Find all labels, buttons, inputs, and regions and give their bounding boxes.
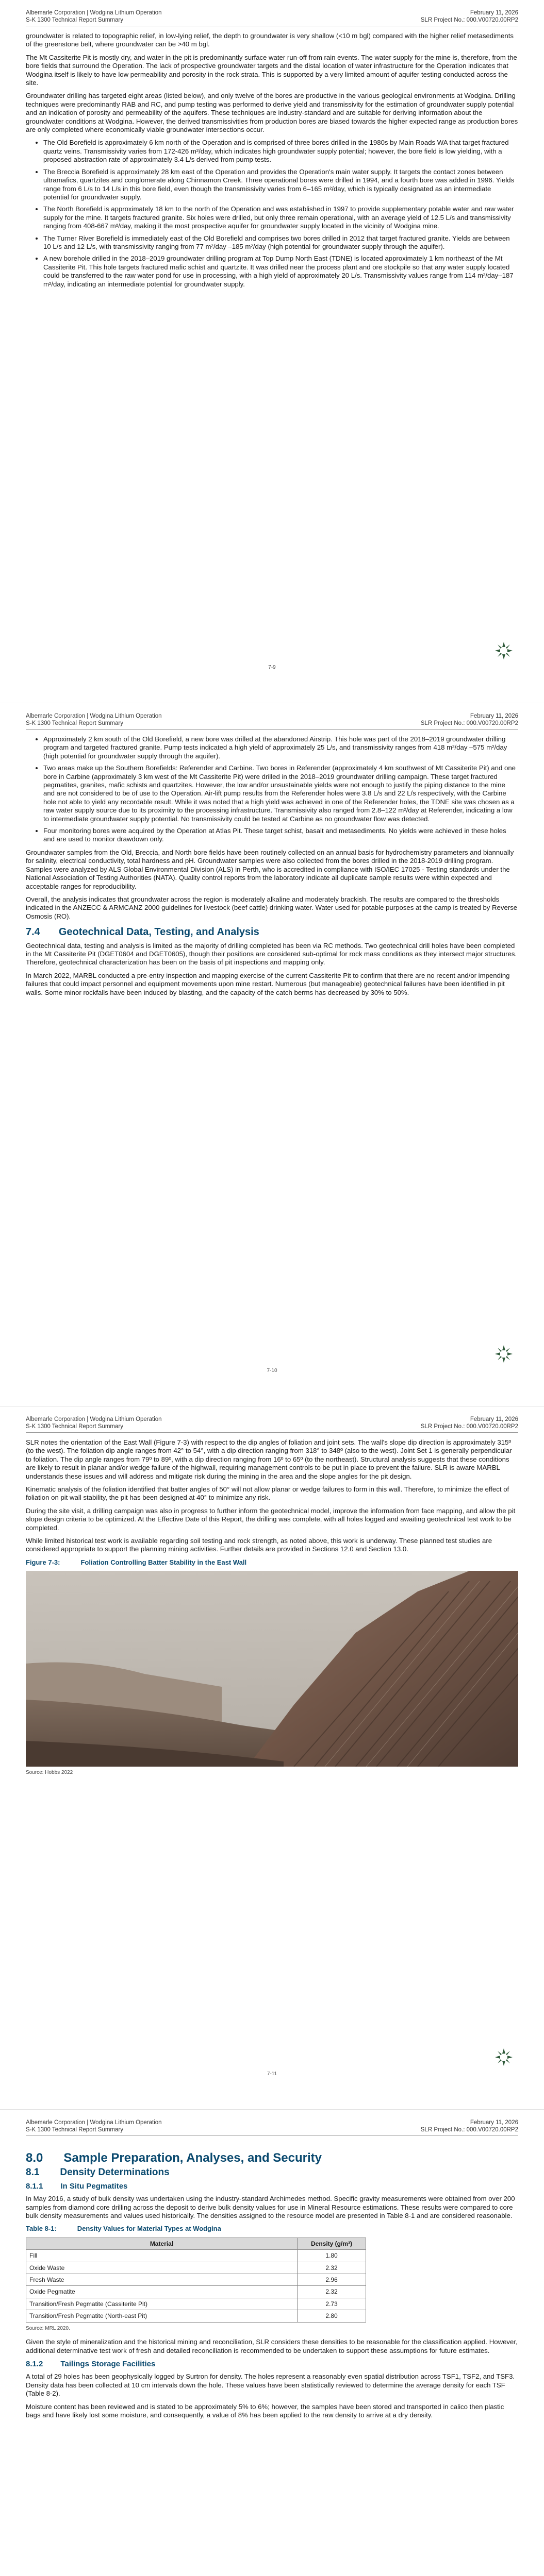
table-header-density: Density (g/m³): [298, 2238, 366, 2249]
paragraph: Geotechnical data, testing and analysis is limited as the majority of drilling completed has been via RC methods. Two geotechnical drill holes have been completed in the Mt Cassiterite Pit (DGET0604 and DGET0605), though their positions are considered sub-optimal for rock mass conditions as they intersect major structures. Therefore, geotechnical characterization has been on the basis of pit inspections and mapping only.: [26, 941, 517, 967]
table-cell-density: 1.80: [298, 2250, 366, 2262]
table-cell-density: 2.73: [298, 2298, 366, 2310]
subsection-heading: [26, 2182, 518, 2191]
paragraph: While limited historical test work is available regarding soil testing and rock strength, as noted above, this work is underway. These planned test studies are considered appropriate to support the planning mining activities. Further details are provided in Sections 12.0 and Section 13.0.: [26, 1537, 492, 1553]
list-item: • The Old Borefield is approximately 6 km north of the Operation and is comprised of three bores drilled in the 1980s by Main Roads WA that target fractured quartz veins. Transmissivity varies from 172-426 m²/day, which indicates high groundwater supply potential; however, the bore field is low yielding, with a proposed abstraction rate of approximately 3.4 L/s derived from pump tests.: [43, 139, 518, 164]
table-cell-density: 2.32: [298, 2286, 366, 2298]
chapter-number: 8.0: [26, 2151, 43, 2165]
header-report: S-K 1300 Technical Report Summary: [26, 1423, 123, 1430]
table-cell-material: Fill: [26, 2250, 298, 2262]
header-date: February 11, 2026: [470, 2120, 518, 2126]
paragraph: groundwater is related to topographic relief, in low-lying relief, the depth to groundwater is very shallow (<10 m bgl) compared with the higher relief metasediments of the greenstone belt, where groundwater can be >40 m bgl.: [26, 32, 514, 48]
header-company: Albemarle Corporation | Wodgina Lithium Operation: [26, 2120, 162, 2126]
report-page-8-1: [0, 2110, 544, 2576]
list-item: • The Turner River Borefield is immediately east of the Old Borefield and comprises two bores drilled in 2012 that target fractured granite. Yields are between 10 L/s and 12 L/s, with transmissivity ranging from 77 m²/day –185 m²/day (high potential for groundwater supply through the aquifer).: [43, 234, 518, 251]
page-header: [26, 9, 518, 26]
section-title: Geotechnical Data, Testing, and Analysis: [58, 926, 259, 938]
section-heading: [26, 2168, 518, 2177]
header-date: February 11, 2026: [470, 1416, 518, 1422]
paragraph: In May 2016, a study of bulk density was undertaken using the industry-standard Archimedes method. Specific gravity measurements were obtained from over 200 samples from diamond core drilling across the deposit to derive bulk density values for use in Mineral Resource estimations. These results were compared to core bulk density measurements and values used historically. The densities assigned to the resource model are presented in Table 8-1 and are considered reasonable.: [26, 2195, 515, 2220]
paragraph: A total of 29 holes has been geophysically logged by Surtron for density. The holes represent a reasonably even spatial distribution across TSF1, TSF2, and TSF3. Density data has been collected at 10 cm intervals down the hole. These values have been statistically reviewed to determine the average density for each TSF (Table 8-2).: [26, 2372, 515, 2398]
density-table: [26, 2238, 366, 2323]
table-row: [26, 2310, 366, 2322]
subsection-title: In Situ Pegmatites: [60, 2181, 128, 2191]
header-company: Albemarle Corporation | Wodgina Lithium Operation: [26, 713, 162, 719]
list-item: • Four monitoring bores were acquired by the Operation at Atlas Pit. These target schist, basalt and metasediments. No yields were achieved in these holes and are used to monitor drawdown only.: [43, 827, 518, 844]
list-item: • The Breccia Borefield is approximately 28 km east of the Operation and provides the Operation's main water supply. It targets the contact zones between ultramafics, quartzites and conglomerate along Chinnamon Creek. Three operational bores were drilled in 1994, and a fourth bore was added in 1996. Yields range from 6 L/s to 14 L/s in this bore field, even though the transmissivity varies from 6–165 m²/day, which is typically designated as an intermediate potential for groundwater supply.: [43, 168, 518, 202]
table-cell-density: 2.96: [298, 2274, 366, 2286]
list-item: • Approximately 2 km south of the Old Borefield, a new bore was drilled at the abandoned Airstrip. This hole was part of the 2018–2019 groundwater drilling program and targeted fractured granite. Pump tests indicated a high yield of approximately 25 L/s, and transmissivity ranges from 418 m²/day –575 m²/day (high potential for groundwater supply through the aquifer).: [43, 735, 518, 760]
east-wall-photo: [26, 1571, 518, 1767]
header-project: SLR Project No.: 000.V00720.00RP2: [420, 2127, 518, 2133]
subsection-number: 8.1.2: [26, 2359, 43, 2368]
section-number: 7.4: [26, 926, 40, 938]
table-title: Density Values for Material Types at Wodgina: [77, 2225, 221, 2233]
paragraph: During the site visit, a drilling campaign was also in progress to further inform the geotechnical model, improve the information from face mapping, and allow the pit slope design criteria to be optimized. At the Effective Date of this Report, the drilling was complete, with all holes logged and awaiting geotechnical test work to be completed.: [26, 1506, 516, 1532]
table-row: [26, 2298, 366, 2310]
borefield-list: [26, 139, 518, 289]
page-number: 7-10: [267, 1368, 277, 1374]
table-cell-material: Oxide Pegmatite: [26, 2286, 298, 2298]
figure-caption: [26, 1558, 518, 1567]
report-page-7-11: [0, 1406, 544, 2110]
chapter-heading: [26, 2151, 518, 2165]
header-project: SLR Project No.: 000.V00720.00RP2: [420, 720, 518, 726]
table-header-material: Material: [26, 2238, 298, 2249]
table-cell-material: Oxide Waste: [26, 2262, 298, 2274]
paragraph: In March 2022, MARBL conducted a pre-entry inspection and mapping exercise of the current Cassiterite Pit to confirm that there are no recent and/or impending failures that could impact personnel and equipment movements upon mine restart. Numerous (but manageable) geotechnical failures have been identified in pit walls. Some minor rockfalls have been induced by blasting, and the capacity of the catch berms has decreased by 30% to 50%.: [26, 971, 510, 996]
paragraph: SLR notes the orientation of the East Wall (Figure 7-3) with respect to the dip angles of foliation and joint sets. The wall's slope dip direction is approximately 315º (to the west). The foliation dip angle ranges from 42° to 54°, with a dip direction ranging from 318° to 348º (also to the west). Joint Set 1 is generally perpendicular to foliation. The dip angle ranges from 79º to 89º, with a dip direction ranging from 16º to 65º (to the northeast). Structural analysis suggests that these conditions are likely to result in planar and/or wedge failure of the highwall, requiring management controls to be put in place to prevent the failure. SLR is aware MARBL understands these issues and will address and mitigate risk during the mining in the area and the slope angles for the pit design.: [26, 1438, 512, 1480]
slr-logo-icon: [492, 2045, 516, 2069]
page-body: [26, 32, 518, 293]
header-project: SLR Project No.: 000.V00720.00RP2: [420, 17, 518, 23]
table-row: [26, 2262, 366, 2274]
paragraph: Moisture content has been reviewed and is stated to be approximately 5% to 6%; however, the samples have been stored and transported in calico then plastic bags and have likely lost some moisture, and consequently, a value of 8% has been applied to the raw density to arrive at a dry density.: [26, 2402, 504, 2419]
table-row: [26, 2274, 366, 2286]
paragraph: Groundwater drilling has targeted eight areas (listed below), and only twelve of the bores are productive in the various geological environments at Wodgina. Drilling techniques were predominantly RAB and RC, and pump testing was performed to derive yield and transmissivity for the estimation of groundwater supply potential and an indication of porosity and permeability of the aquifers. These techniques are industry-standard and are suitable for deriving information about the groundwater conditions at Wodgina. However, the derived transmissivities from production bores are biased towards the higher expected range as production bores are only completed where economically viable groundwater intersections occur.: [26, 92, 518, 134]
borefield-list: [26, 735, 518, 844]
table-cell-density: 2.32: [298, 2262, 366, 2274]
page-body: [26, 2142, 518, 2424]
table-cell-material: Transition/Fresh Pegmatite (Cassiterite Pit): [26, 2298, 298, 2310]
report-page-7-10: [0, 703, 544, 1406]
table-number: Table 8-1:: [26, 2225, 57, 2233]
table-cell-density: 2.80: [298, 2310, 366, 2322]
page-header: [26, 2119, 518, 2136]
paragraph: The Mt Cassiterite Pit is mostly dry, and water in the pit is predominantly surface water run-off from rain events. The water supply for the mine is, therefore, from the bore fields that surround the Operation. The lack of prospective groundwater targets and the distal location of water infrastructure for the Operation indicates that Wodgina itself is likely to have low permeability and porosity in the rock strata. This is supported by a very limited amount of aquifer testing conducted across the site.: [26, 53, 517, 87]
paragraph: Overall, the analysis indicates that groundwater across the region is moderately alkaline and moderately brackish. The results are compared to the thresholds indicated in the ANZECC & ARMCANZ 2000 guidelines for livestock (beef cattle) drinking water. Water used for potable purposes at the camp is treated by Reverse Osmosis (RO).: [26, 895, 518, 920]
paragraph: Given the style of mineralization and the historical mining and reconciliation, SLR considers these densities to be reasonable for the classification applied. However, additional determinative test work of fresh and detailed reconciliation is recommended to be undertaken to support these assumptions for future estimates.: [26, 2338, 518, 2354]
section-title: Density Determinations: [60, 2167, 170, 2178]
figure-number: Figure 7-3:: [26, 1558, 60, 1566]
header-report: S-K 1300 Technical Report Summary: [26, 2127, 123, 2133]
table-row: [26, 2286, 366, 2298]
list-item: • The North Borefield is approximately 18 km to the north of the Operation and was established in 1997 to provide supplementary potable water and raw water supply for the mine. It targets fractured granite. Six holes were drilled, but only three remain operational, with an average yield of 12.5 L/s and transmissivity ranging from 408-667 m²/day, making it the most prospective aquifer for groundwater supply located in the vicinity of Wodgina mine.: [43, 205, 518, 230]
figure-source: Source: Hobbs 2022: [26, 1770, 73, 1776]
header-report: S-K 1300 Technical Report Summary: [26, 720, 123, 726]
page-body: [26, 735, 518, 1002]
paragraph: Groundwater samples from the Old, Breccia, and North bore fields have been routinely collected on an annual basis for hydrochemistry parameters and biannually for salinity, electrical conductivity, total hardness and pH. Groundwater samples were also collected from the bores drilled in the 2018-2019 drilling program. Samples were analyzed by ALS Global Environmental Division (ALS) in Perth, who is accredited in compliance with ISO/IEC 17025 - Testing standards under the National Association of Testing Authorities (NATA). Quality control reports from the laboratory indicate all duplicate sample results were within expected and acceptable ranges for reproducibility.: [26, 848, 514, 890]
section-number: 8.1: [26, 2167, 40, 2178]
figure-title: Foliation Controlling Batter Stability in the East Wall: [80, 1558, 247, 1566]
header-company: Albemarle Corporation | Wodgina Lithium Operation: [26, 1416, 162, 1422]
header-date: February 11, 2026: [470, 10, 518, 16]
table-row: [26, 2250, 366, 2262]
slr-logo-icon: [492, 1342, 516, 1366]
page-number: 7-9: [268, 665, 276, 670]
section-heading: [26, 928, 518, 936]
table-caption: [26, 2225, 518, 2233]
header-company: Albemarle Corporation | Wodgina Lithium Operation: [26, 10, 162, 16]
chapter-title: Sample Preparation, Analyses, and Security: [63, 2151, 322, 2165]
list-item: • Two areas make up the Southern Borefields: Referender and Carbine. Two bores in Referender (approximately 4 km southwest of Mt Cassiterite Pit) and one bore in Carbine (approximately 3 km west of the Mt Cassiterite Pit) were drilled in the 2018–2019 groundwater drilling campaign. These target fractured pegmatites, granites, mafic schists and quartzites. However, the low and/or unsustainable yields were not enough to justify the piping distance to the mine and are not considered to be of use to the Operation. Air-lift pump results from the Referender holes were 3.8 L/s and 22 L/s respectively, with the Carbine hole not able to yield any recordable result. While it was noted that a high yield was achieved in one of the Referender holes, the TDNE site was chosen as a raw water supply source due to its proximity to the processing infrastructure. Transmissivity also ranged from 2.8–122 m²/day at Referender, indicating a low to intermediate groundwater supply potential. No transmissivity could be tested at Carbine as no groundwater flow was detected.: [43, 764, 518, 823]
subsection-number: 8.1.1: [26, 2181, 43, 2191]
header-report: S-K 1300 Technical Report Summary: [26, 17, 123, 23]
subsection-heading: [26, 2360, 518, 2368]
report-page-7-9: [0, 0, 544, 703]
east-wall-photo-illustration: [26, 1571, 518, 1767]
paragraph: Kinematic analysis of the foliation identified that batter angles of 50° will not allow planar or wedge failures to form in this wall. Therefore, to minimize the effect of foliation on pit wall stability, the pit has been designed at 40° to minimize any risk.: [26, 1485, 509, 1502]
page-header: [26, 1416, 518, 1433]
page-number: 7-11: [267, 2071, 277, 2077]
table-source: Source: MRL 2020.: [26, 2325, 70, 2331]
page-body: [26, 1438, 518, 1783]
page-header: [26, 713, 518, 730]
table-cell-material: Transition/Fresh Pegmatite (North-east Pit): [26, 2310, 298, 2322]
slr-logo-icon: [492, 639, 516, 663]
table-cell-material: Fresh Waste: [26, 2274, 298, 2286]
list-item: • A new borehole drilled in the 2018–2019 groundwater drilling program at Top Dump North East (TDNE) is located approximately 1 km northeast of the Mt Cassiterite Pit. This hole targets fractured mafic schist and quartzite. It was drilled near the process plant and ore stockpile so that any water supply located could be transferred to the raw water pond for use in processing, with a high yield of approximately 20 L/s. Transmissivity values range from 114 m²/day–187 m²/day, indicating an intermediate potential for groundwater supply.: [43, 255, 518, 289]
header-project: SLR Project No.: 000.V00720.00RP2: [420, 1423, 518, 1430]
header-date: February 11, 2026: [470, 713, 518, 719]
subsection-title: Tailings Storage Facilities: [60, 2359, 156, 2368]
